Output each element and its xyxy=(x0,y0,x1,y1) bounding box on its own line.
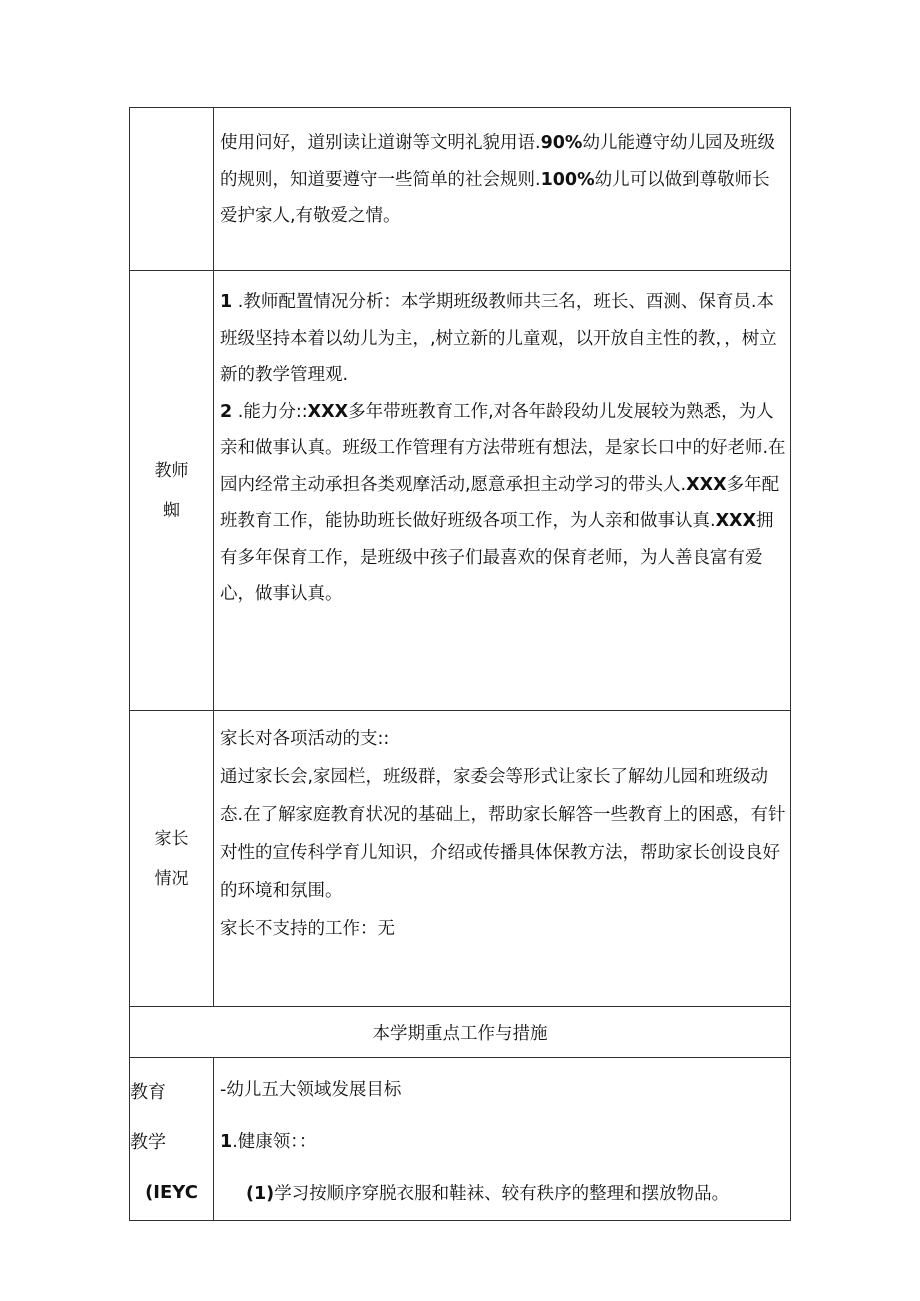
education-goals-heading: -幼儿五大领域发展目标 xyxy=(220,1080,402,1100)
manners-pct-100: 100% xyxy=(540,169,595,190)
table-row-section-heading xyxy=(130,1007,791,1058)
teachers-paragraph-2 xyxy=(220,394,786,613)
education-health-heading xyxy=(220,1116,786,1168)
teachers-p1-number: 1 xyxy=(220,292,233,312)
teachers-text-cell xyxy=(214,271,791,711)
teachers-label xyxy=(130,271,214,711)
manners-text-b: 幼儿能遵守幼儿园及班级的规则，知道要遵守一些简单的社会规则. xyxy=(220,133,775,190)
teacher-name-2: XXX xyxy=(686,474,727,495)
table-row-teachers xyxy=(130,271,791,711)
section-heading: 本学期重点工作与措施 xyxy=(130,1007,791,1058)
health-text: .健康领：： xyxy=(232,1132,317,1152)
teacher-name-3: XXX xyxy=(715,511,757,531)
health-number: 1 xyxy=(220,1132,233,1152)
parents-label-line2: 情况 xyxy=(154,868,189,889)
teachers-paragraph-1 xyxy=(220,284,786,394)
teachers-p1-text: .教师配置情况分析：本学期班级教师共三名，班长、酉测、保育员.本班级坚持本着以幼儿为主，,树立新的儿童观，以开放自主性的教，，树立新的教学管理观. xyxy=(220,292,777,385)
education-label xyxy=(130,1058,214,1221)
row-label-empty xyxy=(130,108,214,271)
teacher-name-1: XXX xyxy=(307,401,349,422)
health-item-1-number: (1) xyxy=(246,1184,275,1204)
manners-text-cell xyxy=(214,108,791,271)
parents-label-line1: 家长 xyxy=(154,828,189,849)
teachers-p2-number: 2 xyxy=(220,401,233,422)
table-row-parents xyxy=(130,711,791,1007)
parents-label xyxy=(130,711,214,1007)
manners-pct-90: 90% xyxy=(540,133,583,153)
table-row-education xyxy=(130,1058,791,1221)
teachers-p2-text-c: 多年带班教育工作,对各年龄段幼儿发展较为熟悉，为人亲和做事认真。班级工作管理有方法带班有想法，是家长口中的好老师.在园内经常主动承担各类观摩活动,愿意承担主动学习的带头人. xyxy=(220,401,786,495)
health-item-1-text: 学习按顺序穿脱衣服和鞋袜、较有秩序的整理和摆放物品。 xyxy=(274,1184,730,1204)
teachers-p2-text-e: 多年配班教育工作，能协助班长做好班级各项工作，为人亲和做事认真. xyxy=(220,474,780,531)
parents-text-cell xyxy=(214,711,791,1007)
education-label-line3: (IEYC xyxy=(145,1182,198,1203)
manners-text-a: 使用问好，道别读让道谢等文明礼貌用语. xyxy=(220,133,541,153)
education-label-line1: 教育 xyxy=(130,1082,166,1103)
health-item-1 xyxy=(220,1168,786,1220)
education-text-cell xyxy=(214,1058,791,1221)
parents-unsupported: 家长不支持的工作：无 xyxy=(220,919,395,939)
manners-paragraph xyxy=(220,125,786,235)
education-label-line2: 教学 xyxy=(130,1132,166,1153)
teachers-label-line1: 教师 xyxy=(154,460,189,481)
teachers-p2-text-a: .能力分:: xyxy=(237,401,308,422)
table-row-manners xyxy=(130,108,791,271)
parents-support-heading: 家长对各项活动的支:: xyxy=(220,729,390,749)
parents-paragraph: 通过家长会,家园栏，班级群，家委会等形式让家长了解幼儿园和班级动态.在了解家庭教育状况的基础上，帮助家长解答一些教育上的困惑，有针对性的宣传科学育儿知识，介绍或传播具体保教方法，帮助家长创设良好的环境和氛围。 xyxy=(220,767,786,901)
manners-text-c: 幼儿可以做到尊敬师长爱护家人,有敬爱之情。 xyxy=(220,169,770,226)
teachers-label-line2: 蜘 xyxy=(163,500,180,521)
teachers-p2-text-g: 拥有多年保育工作，是班级中孩子们最喜欢的保育老师，为人善良富有爱心，做事认真。 xyxy=(220,511,774,604)
plan-table xyxy=(129,107,791,1221)
